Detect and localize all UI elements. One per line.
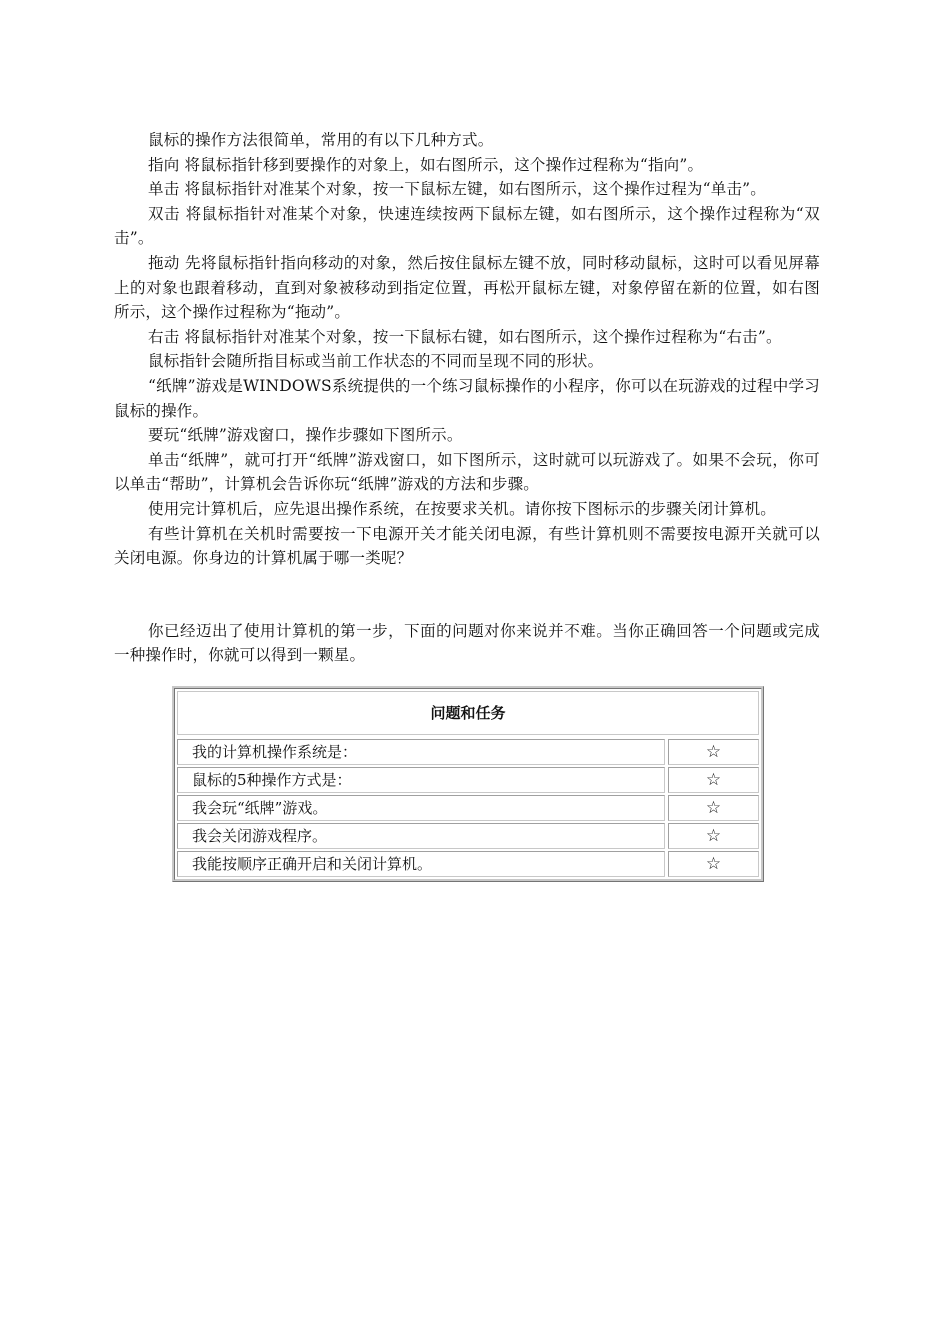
table-row [177,823,759,849]
document-body [114,128,820,882]
paragraph-drag: 拖动 先将鼠标指针指向移动的对象，然后按住鼠标左键不放，同时移动鼠标，这时可以看见屏幕上的对象也跟着移动，直到对象被移动到指定位置，再松开鼠标左键，对象停留在新的位置，如右图所示，这个操作过程称为“拖动”。 [114,253,820,322]
star-icon: ☆ [668,767,759,793]
table-row [177,851,759,877]
task-table-title: 问题和任务 [177,691,759,735]
paragraph-solitaire-open: 单击“纸牌”，就可打开“纸牌”游戏窗口，如下图所示，这时就可以玩游戏了。如果不会玩，你可以单击“帮助”，计算机会告诉你玩“纸牌”游戏的方法和步骤。 [114,450,820,494]
task-text: 我会关闭游戏程序。 [177,823,665,849]
paragraph-shutdown: 使用完计算机后，应先退出操作系统，在按要求关机。请你按下图标示的步骤关闭计算机。 [148,499,777,518]
star-icon: ☆ [668,739,759,765]
paragraph-review-intro: 你已经迈出了使用计算机的第一步，下面的问题对你来说并不难。当你正确回答一个问题或完成一种操作时，你就可以得到一颗星。 [114,621,820,665]
paragraph-right-click: 右击 将鼠标指针对准某个对象，按一下鼠标右键，如右图所示，这个操作过程称为“右击”。 [148,327,782,346]
table-row [177,795,759,821]
paragraph-point: 指向 将鼠标指针移到要操作的对象上，如右图所示，这个操作过程称为“指向”。 [148,155,704,174]
star-icon: ☆ [668,823,759,849]
star-icon: ☆ [668,795,759,821]
table-row [177,767,759,793]
paragraph-mouse-intro: 鼠标的操作方法很简单，常用的有以下几种方式。 [148,131,494,149]
paragraph-solitaire-intro: “纸牌”游戏是WINDOWS系统提供的一个练习鼠标操作的小程序，你可以在玩游戏的过程中学习鼠标的操作。 [114,376,820,420]
paragraph-power-switch: 有些计算机在关机时需要按一下电源开关才能关闭电源，有些计算机则不需要按电源开关就可以关闭电源。你身边的计算机属于哪一类呢？ [114,524,820,568]
task-text: 我会玩“纸牌”游戏。 [177,795,665,821]
star-icon: ☆ [668,851,759,877]
paragraph-double-click: 双击 将鼠标指针对准某个对象，快速连续按两下鼠标左键，如右图所示，这个操作过程称为“双击”。 [114,204,820,248]
section-gap [114,571,820,619]
paragraph-click: 单击 将鼠标指针对准某个对象，按一下鼠标左键，如右图所示，这个操作过程为“单击”。 [148,180,766,199]
paragraph-solitaire-steps: 要玩“纸牌”游戏窗口，操作步骤如下图所示。 [148,426,463,445]
task-table [172,686,764,882]
table-row [177,739,759,765]
paragraph-pointer-shape: 鼠标指针会随所指目标或当前工作状态的不同而呈现不同的形状。 [148,352,604,371]
task-text: 我能按顺序正确开启和关闭计算机。 [177,851,665,877]
task-text: 我的计算机操作系统是： [177,739,665,765]
task-text: 鼠标的5种操作方式是： [177,767,665,793]
